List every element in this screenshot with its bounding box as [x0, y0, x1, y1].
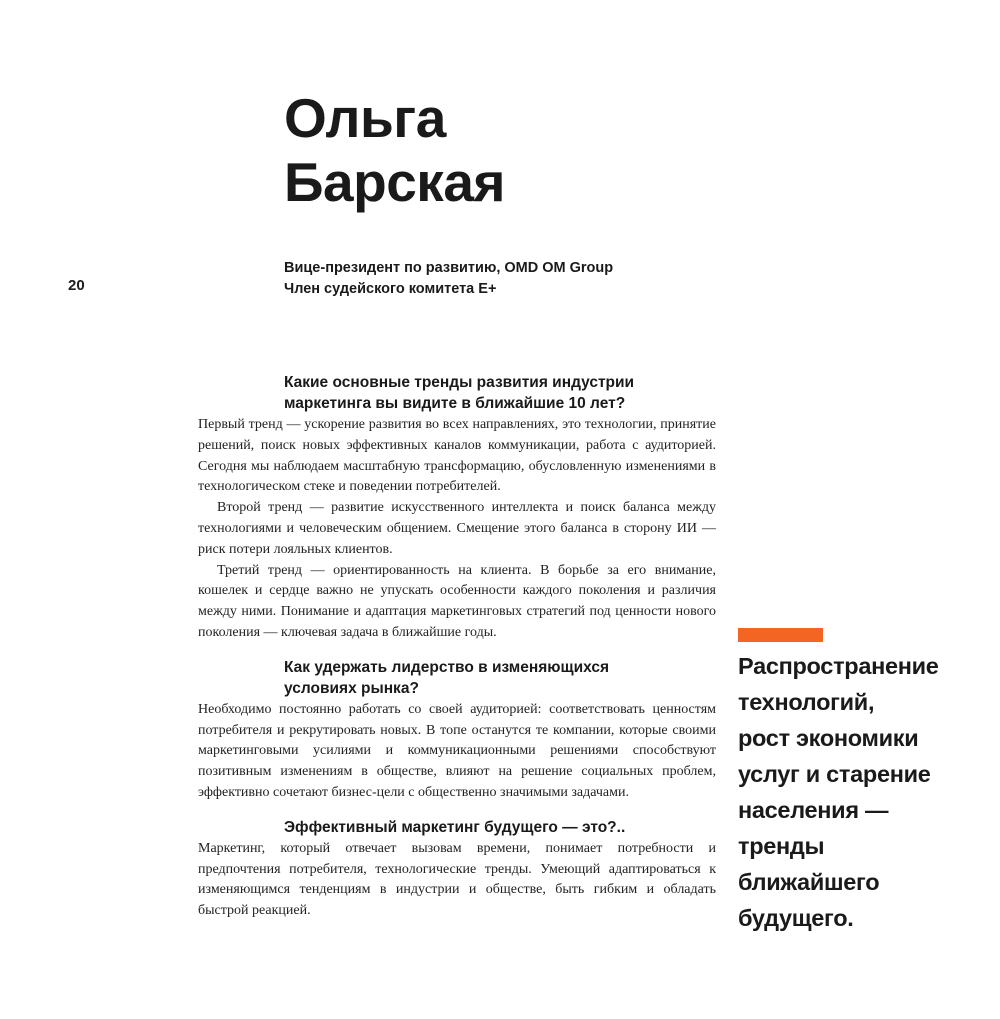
role-line: Член судейского комитета E+: [284, 281, 497, 297]
answer-paragraph: Третий тренд — ориентированность на клиента. В борьбе за его внимание, кошелек и сердце важно не упускать особенности каждого поколения и различия между ними. Понимание и адаптация маркетинговых стратегий под ценности нового поколения — ключевая задача в ближайшие годы.: [198, 562, 716, 640]
answer-paragraph: Маркетинг, который отвечает вызовам времени, понимает потребности и предпочтения потребителя, технологические тренды. Умеющий адаптироваться к изменяющимся тенденциям в индустрии и обществе, быть гибким и обладать быстрой реакцией.: [198, 840, 716, 919]
question-line: условиях рынка?: [284, 679, 419, 697]
question-line: Эффективный маркетинг будущего — это?..: [284, 818, 626, 836]
person-roles: [284, 258, 613, 300]
interview-section: [198, 372, 716, 644]
answer-paragraph: Необходимо постоянно работать со своей аудиторией: соответствовать ценностям потребителя и рекрутировать новых. В топе останутся те компании, которые своими маркетинговыми усилиями и коммуникационными решениями способствуют позитивным изменениям в обществе, влияют на решение социальных проблем, эффективно сочетают бизнес-цели с общественно значимыми задачами.: [198, 701, 716, 800]
question-line: Как удержать лидерство в изменяющихся: [284, 658, 610, 676]
interview-section: [198, 817, 716, 922]
question-heading: [198, 817, 716, 838]
answer-paragraph: Второй тренд — развитие искусственного интеллекта и поиск баланса между технологиями и человеческим общением. Смещение этого баланса в сторону ИИ — риск потери лояльных клиентов.: [198, 500, 716, 557]
pull-quote-line: услуг и старение: [738, 761, 931, 787]
pull-quote: [738, 648, 988, 936]
person-name: [284, 86, 744, 214]
pull-quote-line: технологий,: [738, 689, 875, 715]
question-line: маркетинга вы видите в ближайшие 10 лет?: [284, 395, 626, 412]
interview-article: [198, 372, 716, 922]
answer-paragraph: Первый тренд — ускорение развития во всех направлениях, это технологии, принятие решений, поиск новых эффективных каналов коммуникации, работа с аудиторией. Сегодня мы наблюдаем масштабную трансформацию, обусловленную изменениями в технологическом стеке и поведении потребителей.: [198, 417, 716, 495]
pull-quote-line: ближайшего: [738, 869, 880, 895]
accent-bar: [738, 628, 823, 642]
last-name: Барская: [284, 151, 506, 213]
first-name: Ольга: [284, 87, 446, 149]
pull-quote-line: будущего.: [738, 905, 854, 931]
question-heading: [198, 372, 716, 414]
pull-quote-line: тренды: [738, 833, 825, 859]
pull-quote-line: населения —: [738, 797, 889, 823]
page-number: 20: [68, 277, 85, 294]
pull-quote-line: рост экономики: [738, 725, 919, 751]
question-line: Какие основные тренды развития индустрии: [284, 374, 635, 391]
pull-quote-line: Распространение: [738, 653, 939, 679]
interview-section: [198, 657, 716, 804]
role-line: Вице-президент по развитию, OMD OM Group: [284, 260, 614, 276]
question-heading: [198, 657, 716, 699]
